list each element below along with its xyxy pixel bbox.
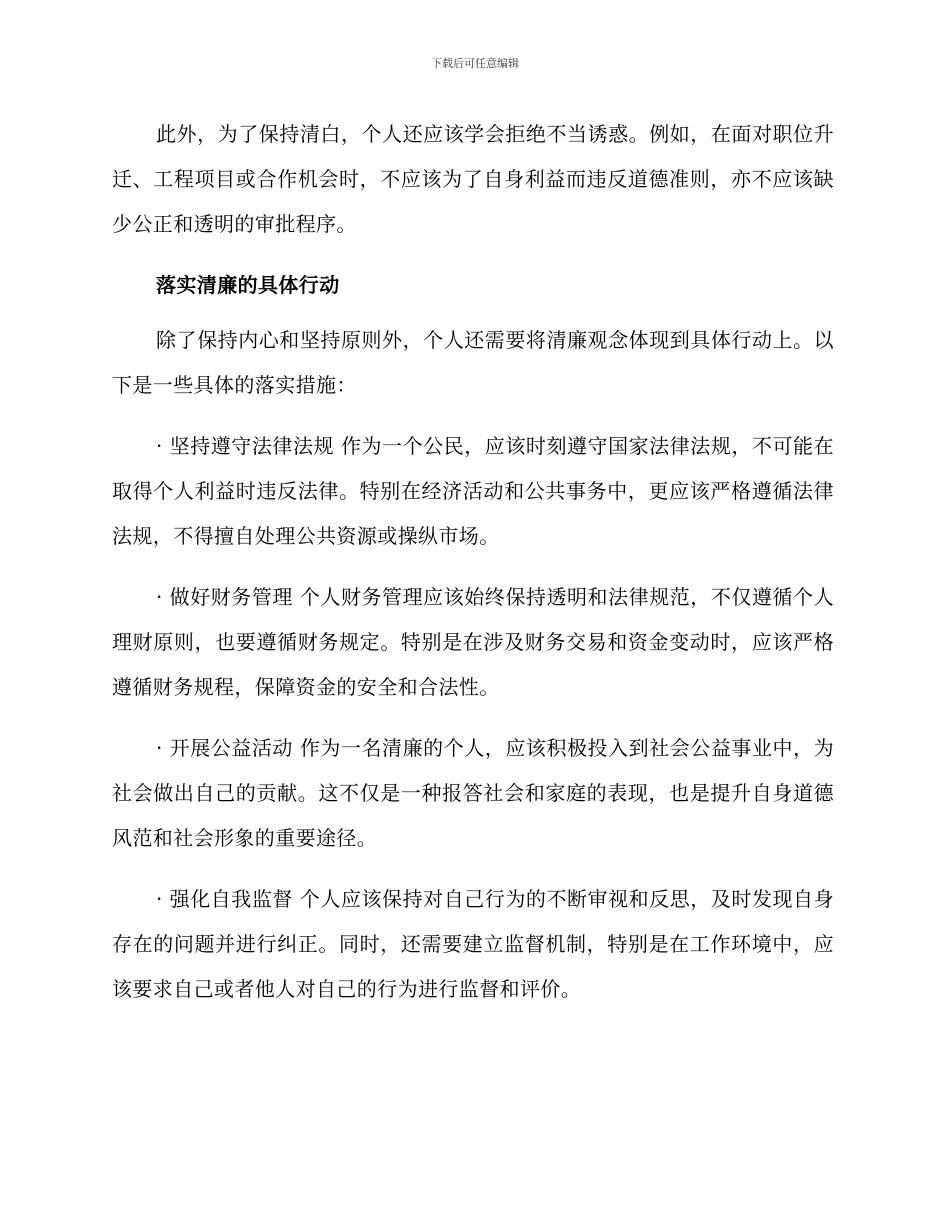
measure-self-supervision: · 强化自我监督 个人应该保持对自己行为的不断审视和反思，及时发现自身存在的问题并进行纠正。同时，还需要建立监督机制，特别是在工作环境中，应该要求自己或者他人对自己的行为进行监督和评价。 [112,887,834,1001]
section-heading: 落实清廉的具体行动 [156,273,340,297]
download-note: 下载后可任意编辑 [431,57,519,70]
lead-paragraph: 除了保持内心和坚持原则外，个人还需要将清廉观念体现到具体行动上。以下是一些具体的落实措施： [112,328,834,397]
measure-public-welfare: · 开展公益活动 作为一名清廉的个人，应该积极投入到社会公益事业中，为社会做出自己的贡献。这不仅是一种报答社会和家庭的表现，也是提升自身道德风范和社会形象的重要途径。 [112,736,834,850]
measure-financial-management: · 做好财务管理 个人财务管理应该始终保持透明和法律规范，不仅遵循个人理财原则，也要遵循财务规定。特别是在涉及财务交易和资金变动时，应该严格遵循财务规程，保障资金的安全和合法性。 [112,585,834,699]
measure-law-compliance: · 坚持遵守法律法规 作为一个公民，应该时刻遵守国家法律法规，不可能在取得个人利益时违反法律。特别在经济活动和公共事务中，更应该严格遵循法律法规，不得擅自处理公共资源或操纵市场。 [112,434,834,548]
document-body [112,112,834,1028]
intro-paragraph: 此外，为了保持清白，个人还应该学会拒绝不当诱惑。例如，在面对职位升迁、工程项目或合作机会时，不应该为了自身利益而违反道德准则，亦不应该缺少公正和透明的审批程序。 [112,122,834,236]
